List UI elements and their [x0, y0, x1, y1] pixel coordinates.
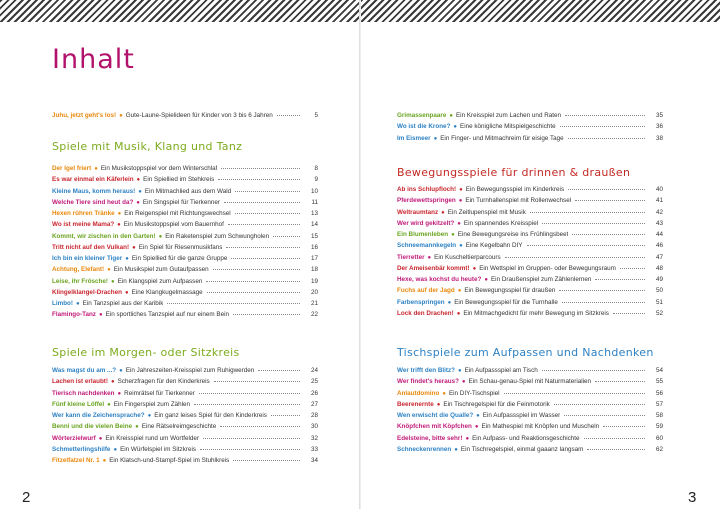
section-heading-table-games: Tischspiele zum Aufpassen und Nachdenken — [397, 346, 654, 359]
section-heading-morning-circle: Spiele im Morgen- oder Sitzkreis — [52, 346, 240, 359]
toc-entry-page: 52 — [655, 309, 663, 317]
toc-entry-description: Eine Kegelbahn DIY — [465, 242, 523, 250]
toc-entry-page: 44 — [655, 231, 663, 238]
toc-entry-page: 32 — [310, 434, 318, 442]
toc-entry-description: Ein Mitmachlied aus dem Wald — [144, 187, 232, 195]
toc-entry-page: 19 — [310, 277, 318, 285]
toc-entry-page: 47 — [655, 253, 663, 261]
toc-entry-page: 60 — [655, 434, 663, 442]
dot-leader — [527, 245, 646, 246]
bullet-icon: ● — [135, 424, 139, 431]
bullet-icon: ● — [136, 199, 140, 206]
toc-entry-description: Ein Musikspiel zum Gutaufpassen — [113, 266, 209, 274]
toc-entry — [397, 218, 663, 229]
toc-entry — [397, 433, 663, 444]
toc-entry-description: Ein Spiellied im Stehkreis — [143, 176, 215, 184]
toc-entry-title: Farbenspringen — [397, 298, 445, 306]
toc-entry — [397, 252, 663, 263]
toc-entry-description: Ein Musikstoppspiel vor dem Winterschlaf — [100, 165, 218, 172]
toc-entry — [397, 121, 663, 132]
toc-entry-title: Wer kann die Zeichensprache? — [52, 412, 145, 419]
bullet-icon: ● — [110, 379, 115, 386]
dot-leader — [572, 234, 645, 235]
toc-entry-page: 51 — [655, 298, 663, 306]
dot-leader — [228, 224, 300, 225]
toc-entry-title: Weltraumtanz — [397, 208, 439, 216]
dot-leader — [277, 115, 300, 116]
dot-leader — [213, 269, 300, 270]
toc-entry-description: Ein Jahreszeiten-Kreisspiel zum Ruhigwerden — [125, 367, 255, 374]
dot-leader — [568, 138, 645, 139]
toc-entry-description: Ein Mitmachgedicht für mehr Bewegung im Sitzkreis — [463, 309, 609, 317]
toc-entry-description: Ein DIY-Tischspiel — [448, 389, 500, 397]
toc-entry-description: Ein sportliches Tanzspiel auf nur einem Bein — [105, 311, 230, 319]
toc-entry-description: Reimrätsel für Tierkenner — [124, 389, 195, 397]
toc-entry-page: 13 — [310, 210, 318, 217]
toc-entry-description: Ein Zeitlupenspiel mit Musik — [447, 208, 526, 216]
bullet-icon: ● — [442, 390, 446, 397]
toc-entry-title: Ein Blumenleben — [397, 231, 449, 238]
page-number-right: 3 — [688, 489, 697, 506]
toc-entry-title: Ab ins Schlupfloch! — [397, 186, 457, 193]
toc-entry-description: Ein Reigenspiel mit Richtungswechsel — [124, 210, 231, 217]
dot-leader — [206, 281, 300, 282]
dot-leader — [200, 449, 300, 450]
toc-entry-page: 34 — [310, 457, 318, 464]
toc-entry — [52, 174, 318, 185]
toc-entry-page: 11 — [311, 198, 318, 206]
toc-entry-title: Wo ist meine Mama? — [52, 221, 115, 229]
bullet-icon: ● — [117, 390, 122, 397]
dot-leader — [565, 115, 645, 116]
bullet-icon: ● — [454, 446, 458, 453]
toc-entry-title: Wer wird gekitzelt? — [397, 219, 455, 227]
toc-entry — [52, 298, 318, 309]
toc-entry-title: Tierretter — [397, 253, 425, 261]
dot-leader — [530, 212, 645, 213]
dot-leader — [620, 268, 645, 269]
toc-entry-page: 56 — [655, 389, 663, 397]
toc-entry-description: Ein ganz leises Spiel für den Kinderkreis — [154, 412, 267, 419]
bullet-icon: ● — [474, 424, 479, 431]
dot-leader — [575, 200, 645, 201]
dot-leader — [542, 370, 645, 371]
toc-entry-description: Scherzfragen für den Kinderkreis — [117, 378, 210, 386]
dot-leader — [214, 381, 300, 382]
section-list-movement — [397, 184, 663, 319]
toc-entry-title: Wo ist die Krone? — [397, 123, 451, 131]
bullet-icon: ● — [111, 278, 115, 285]
bullet-icon: ● — [459, 243, 463, 250]
toc-entry — [52, 276, 318, 287]
bullet-icon: ● — [76, 301, 80, 307]
bullet-icon: ● — [453, 124, 458, 131]
toc-entry-title: Tierisch nachdenken — [52, 389, 115, 397]
toc-entry-page: 8 — [314, 165, 318, 172]
toc-entry-page: 5 — [314, 112, 318, 119]
toc-entry — [52, 197, 318, 208]
toc-entry — [52, 376, 318, 387]
dot-leader — [207, 292, 300, 293]
toc-entry-title: Schneckenrennen — [397, 445, 452, 453]
toc-entry-page: 14 — [310, 221, 318, 229]
toc-entry-page: 40 — [655, 186, 663, 193]
toc-entry-title: Wörterzielwurf — [52, 434, 96, 442]
toc-entry-title: Klingelklangel-Drachen — [52, 288, 122, 296]
section-heading-movement: Bewegungsspiele für drinnen & draußen — [397, 166, 631, 179]
toc-entry-page: 58 — [655, 412, 663, 419]
dot-leader — [235, 191, 300, 192]
toc-entry-title: Fünf kleine Löffel — [52, 400, 105, 408]
dot-leader — [231, 258, 300, 259]
dot-leader — [235, 213, 300, 214]
toc-entry — [397, 263, 663, 274]
toc-entry-title: Pferdewettspringen — [397, 197, 456, 205]
toc-entry-title: Kleine Maus, komm heraus! — [52, 187, 136, 195]
bullet-icon: ● — [119, 368, 123, 374]
toc-entry-description: Ein Spiel für Riesenmusikfans — [138, 243, 223, 251]
bullet-icon: ● — [458, 198, 463, 205]
toc-entry-page: 36 — [655, 123, 663, 131]
toc-entry-page: 33 — [310, 445, 318, 453]
bullet-icon: ● — [457, 288, 462, 295]
toc-entry-page: 24 — [310, 367, 318, 374]
bullet-icon: ● — [107, 267, 111, 274]
toc-entry-title: Anlautdomino — [397, 389, 440, 397]
toc-entry-title: Schmetterlingshilfe — [52, 445, 111, 453]
bullet-icon: ● — [461, 379, 466, 386]
toc-entry-title: Hexe, was kochst du heute? — [397, 276, 482, 283]
dot-leader — [554, 404, 645, 405]
toc-entry-title: Wer trifft den Blitz? — [397, 367, 455, 374]
toc-entry-description: Ein Aufpass- und Reaktionsgeschichte — [472, 434, 580, 442]
bullet-icon: ● — [132, 244, 136, 251]
toc-entry-description: Ein Bewegungsspiel für die Turnhalle — [454, 298, 558, 306]
toc-entry — [397, 308, 663, 319]
bullet-icon: ● — [484, 277, 488, 283]
toc-entry-page: 48 — [655, 264, 663, 272]
bullet-icon: ● — [138, 188, 142, 195]
toc-entry-page: 57 — [655, 400, 663, 408]
dot-leader — [504, 393, 645, 394]
toc-entry-title: Im Eismeer — [397, 134, 431, 142]
bullet-icon: ● — [158, 233, 163, 240]
section-list-morning-circle-cont — [397, 110, 663, 144]
bullet-icon: ● — [147, 413, 152, 419]
toc-entry-title: Wer findet's heraus? — [397, 378, 459, 386]
dot-leader — [562, 302, 645, 303]
toc-entry — [397, 297, 663, 308]
bullet-icon: ● — [98, 435, 103, 442]
toc-entry-description: Ein Fingerspiel zum Zählen — [113, 400, 191, 408]
toc-entry-page: 27 — [310, 400, 318, 408]
toc-entry-description: Ein Klatsch-und-Stampf-Spiel im Stuhlkreis — [109, 457, 230, 464]
toc-entry-title: Flamingo-Tanz — [52, 311, 96, 319]
bullet-icon: ● — [124, 289, 129, 296]
bullet-icon: ● — [436, 401, 441, 408]
toc-entry — [52, 421, 318, 432]
toc-entry-title: Benni und die vielen Beine — [52, 423, 133, 431]
toc-entry — [397, 195, 663, 206]
bullet-icon: ● — [447, 299, 452, 306]
toc-entry-description: Gute-Laune-Spielideen für Kinder von 3 bis 6 Jahren — [125, 112, 273, 119]
toc-entry-description: Ein Raketenspiel zum Schwungholen — [165, 232, 270, 240]
toc-entry-page: 41 — [655, 197, 663, 205]
dot-leader — [568, 189, 645, 190]
bullet-icon: ● — [457, 368, 462, 374]
bullet-icon: ● — [465, 435, 470, 442]
toc-entry-description: Ein Turnhallenspiel mit Rollenwechsel — [465, 197, 572, 205]
toc-entry-title: Ich bin ein kleiner Tiger — [52, 255, 123, 262]
toc-entry-title: Wen erwischt die Qualle? — [397, 412, 474, 419]
section-list-table-games — [397, 365, 663, 455]
section-list-music — [52, 163, 318, 321]
toc-entry — [397, 376, 663, 387]
toc-entry-page: 62 — [655, 445, 663, 453]
toc-entry — [52, 433, 318, 444]
bullet-icon: ● — [102, 458, 107, 464]
toc-entry — [52, 455, 318, 466]
dot-leader — [203, 438, 300, 439]
toc-entry — [397, 207, 663, 218]
toc-entry-description: Ein Würfelspiel im Sitzkreis — [120, 445, 196, 453]
toc-entry-description: Ein Tischregelspiel, einmal gaaanz langsam — [460, 445, 584, 453]
toc-entry-page: 22 — [310, 311, 318, 319]
dot-leader — [258, 370, 300, 371]
toc-entry-page: 9 — [314, 176, 318, 184]
toc-entry — [52, 208, 318, 219]
toc-entry-description: Ein Aufpassspiel im Wasser — [482, 412, 561, 419]
toc-entry-page: 16 — [310, 243, 318, 251]
toc-entry — [397, 444, 663, 455]
toc-entry-page: 28 — [310, 412, 318, 419]
toc-entry-title: Juhu, jetzt geht's los! — [52, 112, 117, 119]
bullet-icon: ● — [94, 166, 98, 172]
toc-entry-title: Der Igel friert — [52, 165, 92, 172]
toc-entry-description: Ein Klangspiel zum Aufpassen — [117, 277, 203, 285]
toc-entry — [52, 365, 318, 376]
toc-entry — [397, 240, 663, 251]
bullet-icon: ● — [113, 446, 118, 453]
bullet-icon: ● — [433, 135, 438, 142]
toc-entry — [52, 186, 318, 197]
bullet-icon: ● — [457, 220, 461, 227]
dot-leader — [505, 257, 645, 258]
toc-entry-description: Ein Tanzspiel aus der Karibik — [82, 300, 164, 307]
bullet-icon: ● — [476, 413, 480, 419]
toc-entry-title: Beerenernte — [397, 400, 434, 408]
toc-entry-title: Es war einmal ein Käferlein — [52, 176, 134, 184]
dot-leader — [226, 247, 300, 248]
toc-entry-page: 55 — [655, 378, 663, 386]
dot-leader — [194, 404, 300, 405]
bullet-icon: ● — [472, 265, 477, 272]
toc-entry-description: Ein Bewegungsspiel für draußen — [464, 287, 556, 295]
toc-entry — [52, 444, 318, 455]
toc-entry — [397, 110, 663, 121]
dot-leader — [595, 279, 645, 280]
toc-entry-page: 26 — [310, 389, 318, 397]
toc-entry-description: Ein Kreisspiel rund um Wortfelder — [105, 434, 200, 442]
dot-leader — [224, 202, 300, 203]
toc-entry-page: 15 — [310, 232, 318, 240]
dot-leader — [560, 126, 645, 127]
toc-entry-title: Fuchs auf der Jagd — [397, 287, 455, 295]
toc-entry-title: Der Ameisenbär kommt! — [397, 264, 470, 272]
toc-entry-description: Ein Schau-genau-Spiel mit Naturmaterialien — [468, 378, 592, 386]
dot-leader — [271, 415, 300, 416]
toc-entry-page: 18 — [310, 266, 318, 274]
bullet-icon: ● — [459, 187, 463, 193]
toc-entry-title: Kommt, wir zischen in den Garten! — [52, 232, 156, 240]
toc-entry — [397, 410, 663, 421]
bullet-icon: ● — [125, 256, 129, 262]
toc-entry-page: 35 — [655, 112, 663, 119]
toc-entry-title: Lachen ist erlaubt! — [52, 378, 108, 386]
dot-leader — [273, 236, 300, 237]
toc-entry — [52, 110, 318, 121]
toc-entry-description: Eine Bewegungsreise ins Frühlingsbeet — [457, 231, 569, 238]
toc-entry-page: 20 — [310, 288, 318, 296]
dot-leader — [584, 438, 645, 439]
toc-entry-description: Ein Finger- und Mitmachreim für eisige Tage — [440, 134, 564, 142]
dot-leader — [233, 314, 300, 315]
dot-leader — [603, 426, 645, 427]
bullet-icon: ● — [441, 209, 445, 216]
section-list-morning-circle — [52, 365, 318, 466]
toc-entry-title: Schneemannkegeln — [397, 242, 457, 250]
toc-entry — [397, 365, 663, 376]
section-heading-music: Spiele mit Musik, Klang und Tanz — [52, 140, 243, 153]
bullet-icon: ● — [98, 312, 103, 319]
toc-entry — [397, 133, 663, 144]
toc-entry — [397, 184, 663, 195]
toc-entry — [52, 242, 318, 253]
toc-entry — [397, 388, 663, 399]
toc-entry-title: Achtung, Elefant! — [52, 266, 105, 274]
toc-entry — [52, 410, 318, 421]
toc-entry-description: Ein Mathespiel mit Knöpfen und Muscheln — [481, 423, 600, 431]
bullet-icon: ● — [449, 113, 453, 119]
toc-entry-title: Leise, ihr Frösche! — [52, 277, 108, 285]
toc-entry-description: Ein Kuscheltierparcours — [434, 253, 501, 261]
toc-entry — [52, 399, 318, 410]
dot-leader — [542, 223, 645, 224]
toc-entry-description: Eine königliche Mitspielgeschichte — [460, 123, 556, 131]
toc-entry-page: 46 — [655, 242, 663, 250]
toc-entry-title: Lock den Drachen! — [397, 309, 454, 317]
dot-leader — [587, 449, 645, 450]
dot-leader — [218, 179, 300, 180]
bullet-icon: ● — [117, 211, 122, 217]
bullet-icon: ● — [117, 222, 121, 229]
dot-leader — [220, 426, 300, 427]
toc-entry — [52, 163, 318, 174]
toc-entry-title: Edelsteine, bitte sehr! — [397, 434, 463, 442]
toc-entry-page: 30 — [310, 423, 318, 431]
toc-entry-description: Eine Klangkugelmassage — [131, 288, 203, 296]
toc-entry — [397, 421, 663, 432]
dot-leader — [199, 393, 300, 394]
right-page — [361, 0, 720, 509]
toc-entry — [52, 388, 318, 399]
toc-entry — [52, 309, 318, 320]
dot-leader — [559, 290, 645, 291]
toc-entry-page: 54 — [655, 367, 663, 374]
toc-entry — [52, 219, 318, 230]
bullet-icon: ● — [451, 232, 455, 238]
toc-entry-page: 42 — [655, 208, 663, 216]
dot-leader — [613, 313, 645, 314]
toc-entry-page: 17 — [310, 255, 318, 262]
toc-entry-title: Was magst du am ...? — [52, 367, 117, 374]
toc-entry — [397, 399, 663, 410]
toc-entry — [52, 287, 318, 298]
bullet-icon: ● — [107, 401, 111, 408]
bullet-icon: ● — [427, 254, 432, 261]
toc-entry — [397, 274, 663, 285]
toc-entry-title: Welche Tiere sind heut da? — [52, 198, 134, 206]
toc-entry-description: Ein Singspiel für Tierkenner — [142, 198, 220, 206]
page-title: Inhalt — [52, 44, 135, 75]
toc-entry-page: 59 — [655, 423, 663, 431]
toc-entry-description: Ein Kreisspiel zum Lachen und Raten — [455, 112, 561, 119]
toc-entry — [52, 231, 318, 242]
dot-leader — [595, 381, 645, 382]
toc-entry-description: Ein Draußenspiel zum Zählenlernen — [490, 276, 592, 283]
bullet-icon: ● — [456, 310, 461, 317]
left-page — [0, 0, 359, 509]
toc-entry-page: 38 — [655, 134, 663, 142]
page-number-left: 2 — [22, 489, 31, 506]
toc-entry-title: Fitzelfatzel Nr. 1 — [52, 457, 100, 464]
toc-entry-title: Knöpfchen mit Köpfchen — [397, 423, 472, 431]
dot-leader — [564, 415, 645, 416]
toc-entry-description: Ein Musikstoppspiel vom Bauernhof — [123, 221, 224, 229]
dot-leader — [167, 303, 300, 304]
intro-entry-list — [52, 110, 318, 121]
dot-leader — [233, 460, 300, 461]
toc-entry-page: 50 — [655, 287, 663, 295]
toc-entry-description: Ein Tischregelspiel für die Feinmotorik — [443, 400, 550, 408]
dot-leader — [221, 168, 300, 169]
toc-entry — [52, 253, 318, 264]
toc-entry-title: Limbo! — [52, 300, 73, 307]
toc-entry-title: Hexen rühren Tränke — [52, 210, 115, 217]
bullet-icon: ● — [136, 177, 141, 184]
toc-entry-description: Ein spannendes Kreisspiel — [463, 219, 539, 227]
toc-entry-page: 25 — [310, 378, 318, 386]
toc-entry — [52, 264, 318, 275]
toc-entry-description: Ein Wettspiel im Gruppen- oder Bewegungsraum — [479, 264, 616, 272]
toc-entry — [397, 285, 663, 296]
toc-entry-page: 10 — [310, 187, 318, 195]
toc-entry-title: Tritt nicht auf den Vulkan! — [52, 243, 130, 251]
toc-entry-title: Grimassenpaare — [397, 112, 447, 119]
toc-entry-page: 43 — [655, 219, 663, 227]
toc-entry-page: 21 — [310, 300, 318, 307]
bullet-icon: ● — [119, 113, 123, 119]
toc-entry-description: Eine Rätselreimgeschichte — [141, 423, 217, 431]
toc-entry-description: Ein Spiellied für die ganze Gruppe — [131, 255, 228, 262]
toc-entry — [397, 229, 663, 240]
toc-entry-description: Ein Aufpassspiel am Tisch — [464, 367, 538, 374]
toc-entry-description: Ein Bewegungsspiel im Kinderkreis — [465, 186, 565, 193]
toc-entry-page: 49 — [655, 276, 663, 283]
